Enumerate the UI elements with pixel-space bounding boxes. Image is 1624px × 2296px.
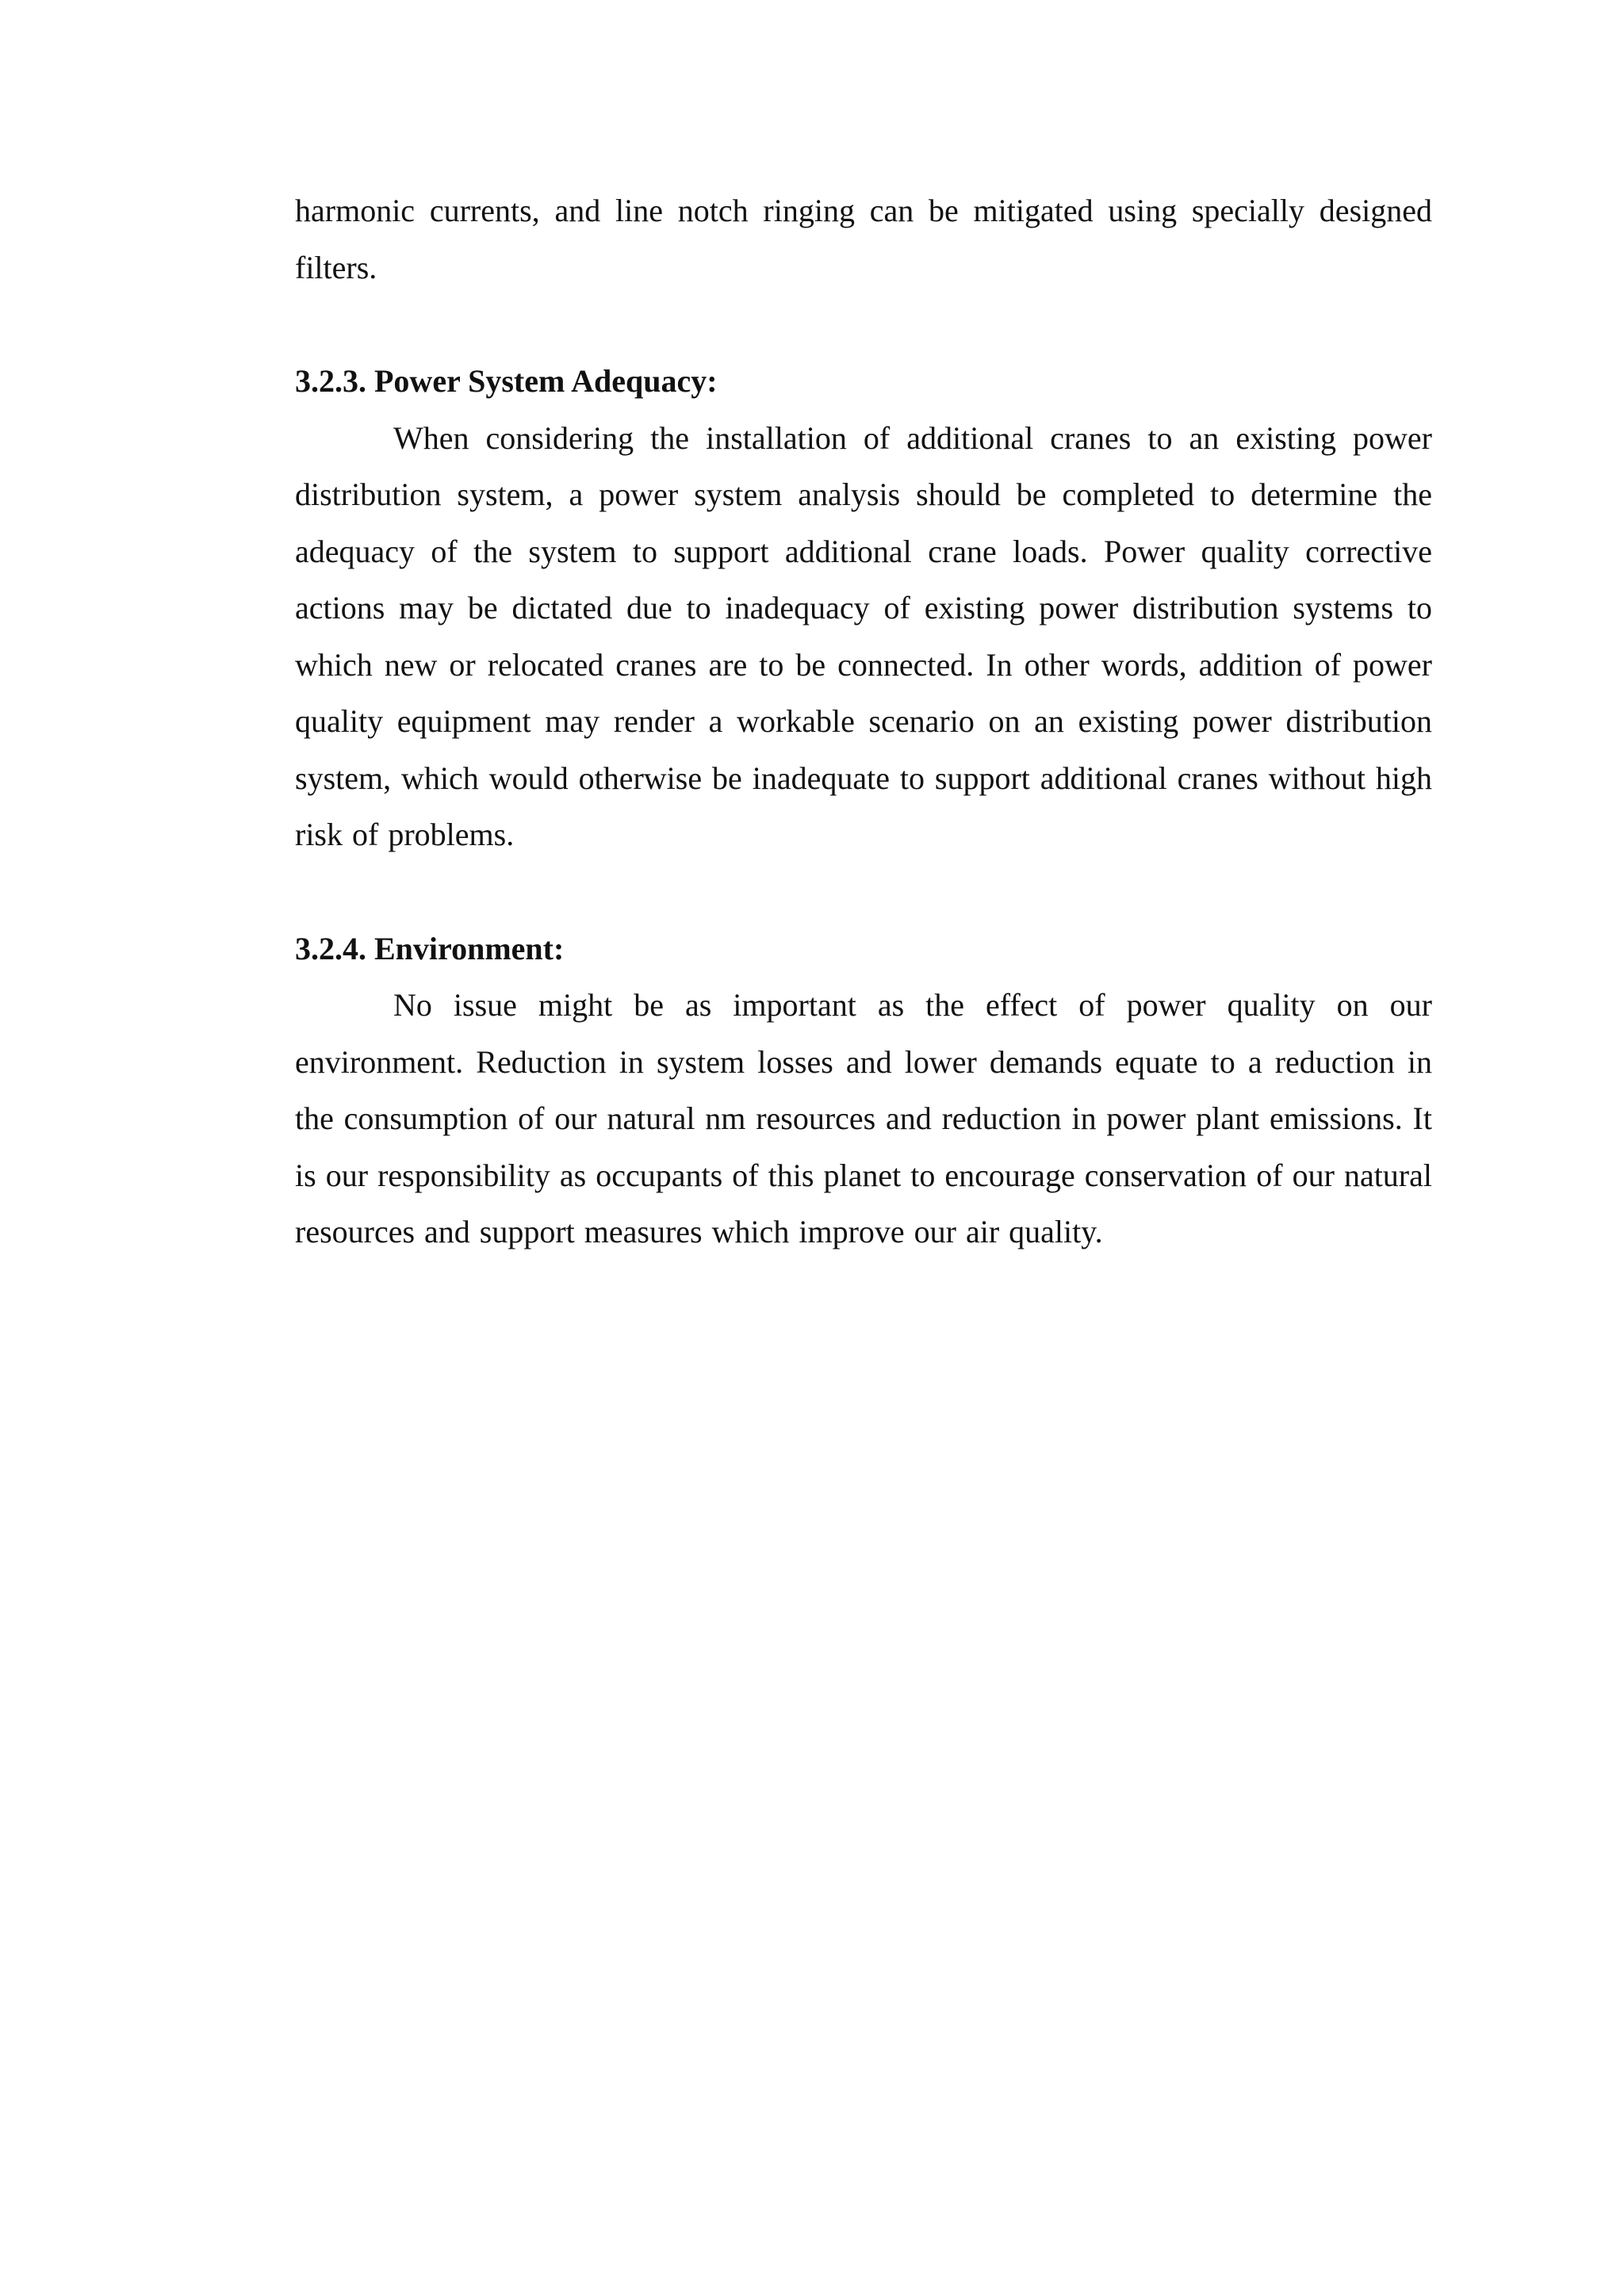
section-heading-power-system-adequacy: 3.2.3. Power System Adequacy: xyxy=(295,363,718,399)
section-heading-environment: 3.2.4. Environment: xyxy=(295,930,565,966)
section-spacer xyxy=(295,296,1432,353)
intro-paragraph: harmonic currents, and line notch ringing can be mitigated using specially designed filters. xyxy=(295,193,1432,285)
section-spacer xyxy=(295,863,1432,920)
document-page xyxy=(295,182,1432,1261)
section-body-power-system-adequacy: When considering the installation of additional cranes to an existing power distribution system, a power system analysis should be completed to determine the adequacy of the system to support additional crane loads. Power quality corrective actions may be dictated due to inadequacy of existing power distribution systems to which new or relocated cranes are to be connected. In other words, addition of power quality equipment may render a workable scenario on an existing power distribution system, which would otherwise be inadequate to support additional cranes without high risk of problems. xyxy=(295,419,1432,852)
section-body-environment: No issue might be as important as the effect of power quality on our environment. Reduction in system losses and lower demands equate to a reduction in the consumption of our natural nm resources and reduction in power plant emissions. It is our responsibility as occupants of this planet to encourage conservation of our natural resources and support measures which improve our air quality. xyxy=(295,987,1432,1249)
